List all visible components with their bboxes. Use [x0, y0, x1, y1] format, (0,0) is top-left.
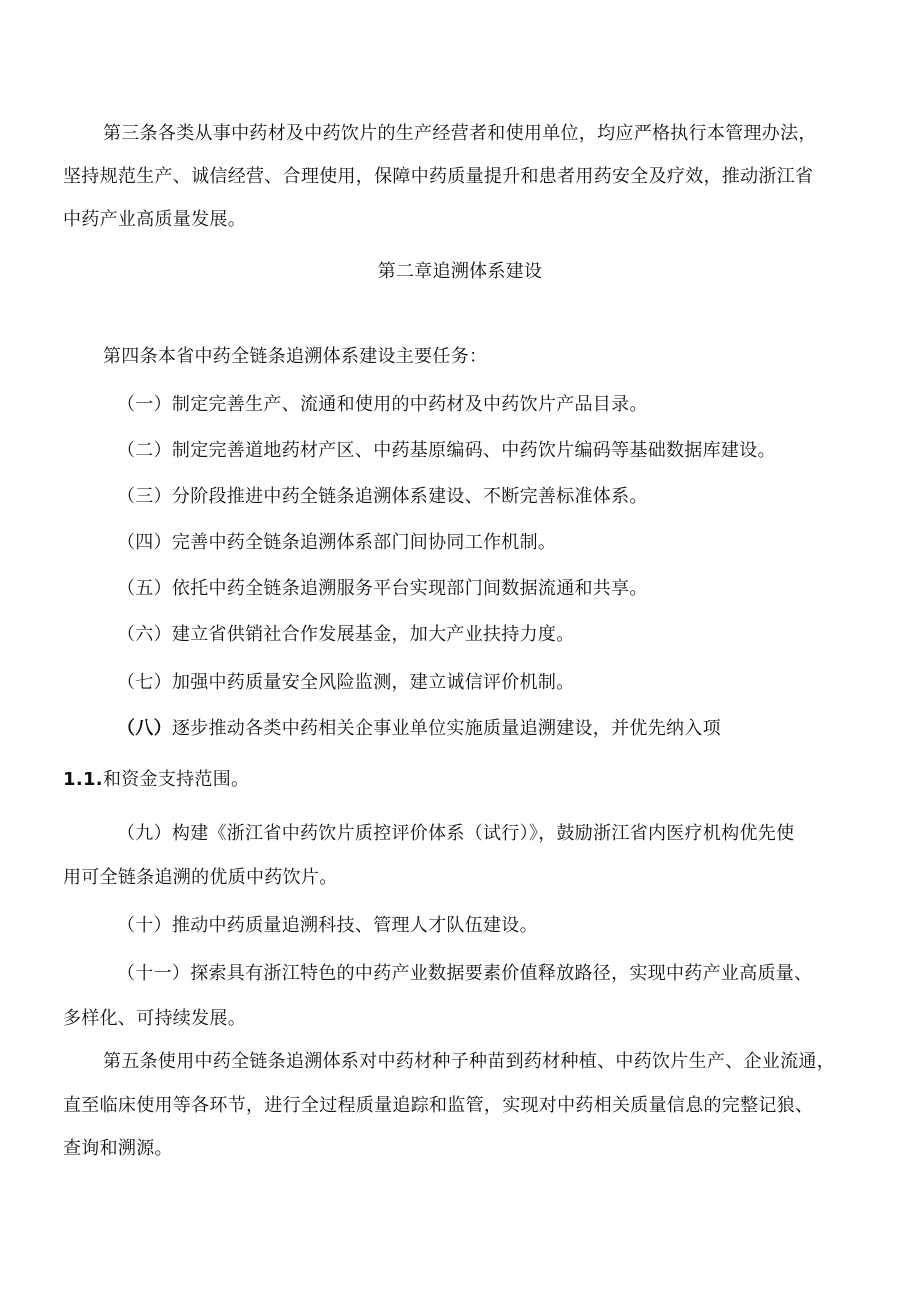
article4-item-9-line1: （九）构建《浙江省中药饮片质控评价体系（试行）》，鼓励浙江省内医疗机构优先使: [117, 823, 795, 844]
article4-item-6: （六）建立省供销社合作发展基金，加大产业扶持力度。: [117, 624, 575, 645]
article4-intro: 第四条本省中药全链条追溯体系建设主要任务：: [103, 346, 488, 367]
article5-line2: 直至临床使用等各环节，进行全过程质量追踪和监管，实现对中药相关质量信息的完整记狼、: [63, 1095, 814, 1116]
article4-item-3: （三）分阶段推进中药全链条追溯体系建设、不断完善标准体系。: [117, 486, 648, 507]
article3-line1: 第三条各类从事中药材及中药饮片的生产经营者和使用单位，均应严格执行本管理办法，: [103, 123, 817, 144]
article4-item-1: （一）制定完善生产、流通和使用的中药材及中药饮片产品目录。: [117, 394, 648, 415]
item8-text: 逐步推动各类中药相关企事业单位实施质量追溯建设，并优先纳入项: [171, 718, 721, 739]
article5-line3: 查询和溯源。: [63, 1138, 173, 1159]
article4-item-5: （五）依托中药全链条追溯服务平台实现部门间数据流通和共享。: [117, 578, 648, 599]
article4-item-8-continued: [63, 768, 249, 792]
article4-item-2: （二）制定完善道地药材产区、中药基原编码、中药饮片编码等基础数据库建设。: [117, 440, 776, 461]
article4-item-9-line2: 用可全链条追溯的优质中药饮片。: [63, 867, 338, 888]
article4-item-11-line2: 多样化、可持续发展。: [63, 1008, 246, 1029]
item8-cont-text: 和资金支持范围。: [102, 769, 250, 790]
item8-marker: （八）: [117, 718, 172, 739]
article4-item-4: （四）完善中药全链条追溯体系部门间协同工作机制。: [117, 532, 557, 553]
article4-item-11-line1: （十一）探索具有浙江特色的中药产业数据要素价值释放路径，实现中药产业高质量、: [117, 963, 813, 984]
chapter2-title: 第二章追溯体系建设: [377, 261, 543, 282]
article4-item-8: [117, 717, 721, 741]
article4-item-10: （十）推动中药质量追溯科技、管理人才队伍建设。: [117, 915, 538, 936]
article3-line2: 坚持规范生产、诚信经营、合理使用，保障中药质量提升和患者用药安全及疗效，推动浙江省: [63, 166, 814, 187]
article3-line3: 中药产业高质量发展。: [63, 209, 246, 230]
article4-item-7: （七）加强中药质量安全风险监测，建立诚信评价机制。: [117, 672, 575, 693]
article5-line1: 第五条使用中药全链条追溯体系对中药材种子种苗到药材种植、中药饮片生产、企业流通，: [103, 1051, 835, 1072]
item8-cont-marker: 1.1.: [63, 769, 103, 790]
